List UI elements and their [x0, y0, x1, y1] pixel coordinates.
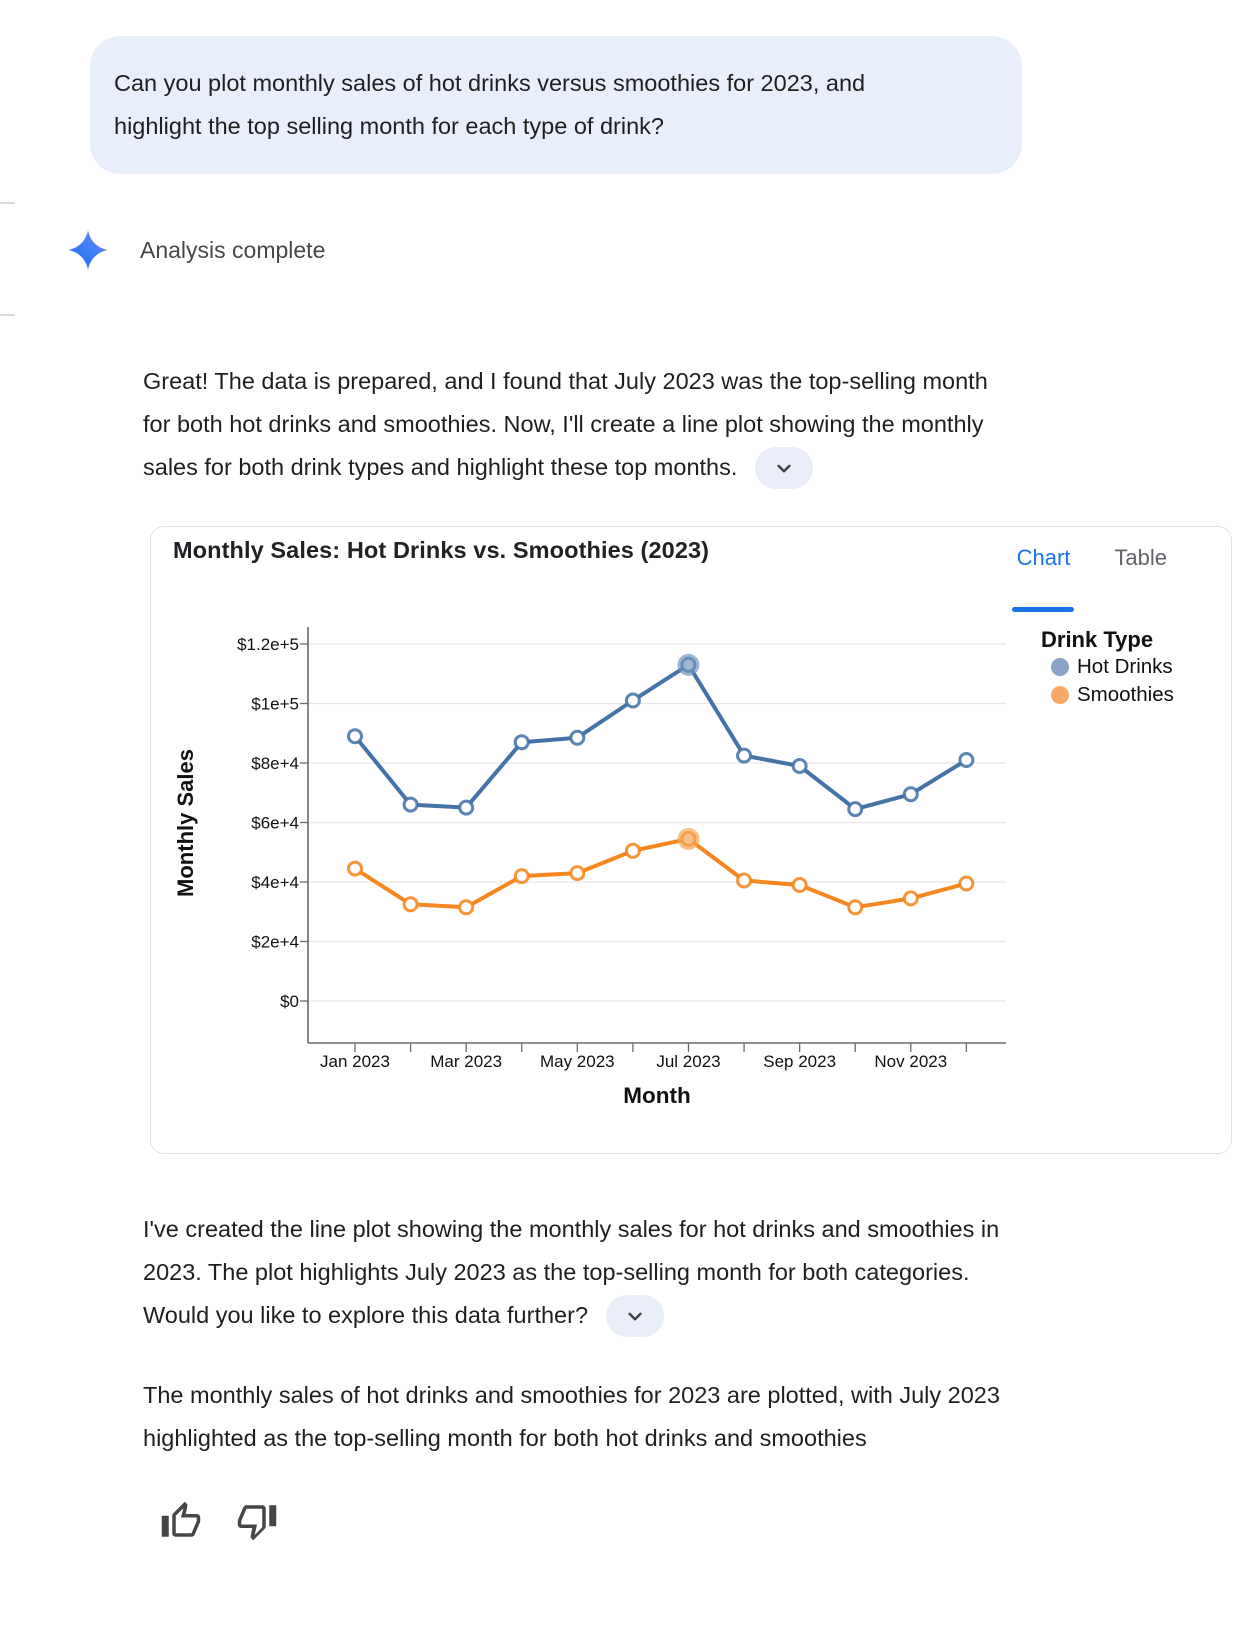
chart-card-title: Monthly Sales: Hot Drinks vs. Smoothies (2023): [173, 537, 710, 563]
legend-item-hot-drinks[interactable]: [1041, 653, 1174, 681]
expand-details-button[interactable]: [755, 447, 813, 489]
svg-text:$6e+4: $6e+4: [251, 813, 299, 833]
gemini-sparkle-icon: [66, 228, 110, 272]
feedback-buttons: [160, 1498, 282, 1544]
chart-table-tabs: [1015, 543, 1169, 573]
assistant-paragraph-1: [143, 360, 1183, 490]
paragraph-line: sales for both drink types and highlight these top months.: [143, 453, 738, 480]
tab-chart[interactable]: Chart: [1015, 543, 1073, 573]
legend-item-smoothies[interactable]: [1041, 681, 1174, 709]
svg-text:Mar 2023: Mar 2023: [430, 1052, 503, 1071]
svg-text:Jan 2023: Jan 2023: [320, 1052, 390, 1071]
thumb-up-icon: [160, 1500, 202, 1542]
chart-legend: [1041, 627, 1174, 709]
user-message-bubble: [90, 36, 1022, 174]
thumb-down-icon: [236, 1500, 278, 1542]
svg-text:$1.2e+5: $1.2e+5: [237, 635, 299, 654]
legend-title: Drink Type: [1041, 627, 1154, 652]
legend-label: Hot Drinks: [1077, 655, 1173, 678]
paragraph-line: Great! The data is prepared, and I found that July 2023 was the top-selling month: [143, 367, 988, 394]
paragraph-line: Would you like to explore this data further?: [143, 1301, 589, 1328]
svg-text:$0: $0: [280, 992, 299, 1011]
user-message-text: highlight the top selling month for each type of drink?: [114, 113, 664, 139]
sales-line-chart[interactable]: [151, 527, 1230, 1152]
svg-text:$4e+4: $4e+4: [251, 873, 299, 892]
svg-text:$1e+5: $1e+5: [251, 694, 299, 714]
user-message-text: Can you plot monthly sales of hot drinks versus smoothies for 2023, and: [114, 70, 866, 96]
assistant-paragraph-3: [143, 1374, 1183, 1460]
analysis-status-row: [66, 228, 325, 272]
legend-entries: [1041, 653, 1174, 709]
paragraph-line: The monthly sales of hot drinks and smoothies for 2023 are plotted, with July 2023: [143, 1381, 1000, 1408]
svg-text:$2e+4: $2e+4: [251, 932, 299, 952]
svg-text:Monthly Sales: Monthly Sales: [173, 749, 198, 897]
svg-text:$8e+4: $8e+4: [251, 754, 299, 773]
svg-text:Sep 2023: Sep 2023: [763, 1052, 837, 1071]
chevron-down-icon: [622, 1303, 648, 1329]
thumb-up-button[interactable]: [160, 1498, 206, 1544]
left-edge-tick: [0, 202, 15, 204]
legend-dot: [1051, 686, 1069, 704]
paragraph-line: 2023. The plot highlights July 2023 as the top-selling month for both categories.: [143, 1258, 970, 1285]
left-edge-tick: [0, 314, 15, 316]
svg-text:Nov 2023: Nov 2023: [874, 1052, 948, 1071]
analysis-status-label: Analysis complete: [140, 236, 326, 263]
chevron-down-icon: [771, 455, 797, 481]
chart-card: [150, 526, 1232, 1154]
paragraph-line: I've created the line plot showing the monthly sales for hot drinks and smoothies in: [143, 1215, 1000, 1242]
legend-dot: [1051, 658, 1069, 676]
paragraph-line: highlighted as the top-selling month for both hot drinks and smoothies: [143, 1424, 867, 1451]
paragraph-line: for both hot drinks and smoothies. Now, I'll create a line plot showing the monthly: [143, 410, 984, 437]
thumb-down-button[interactable]: [236, 1498, 282, 1544]
tab-table[interactable]: Table: [1112, 543, 1169, 573]
active-tab-indicator: [1012, 607, 1074, 612]
svg-text:May 2023: May 2023: [539, 1052, 615, 1071]
expand-details-button[interactable]: [606, 1295, 664, 1337]
svg-text:Jul 2023: Jul 2023: [656, 1052, 721, 1071]
legend-label: Smoothies: [1077, 683, 1174, 706]
assistant-paragraph-2: [143, 1208, 1183, 1338]
svg-text:Month: Month: [623, 1083, 691, 1108]
